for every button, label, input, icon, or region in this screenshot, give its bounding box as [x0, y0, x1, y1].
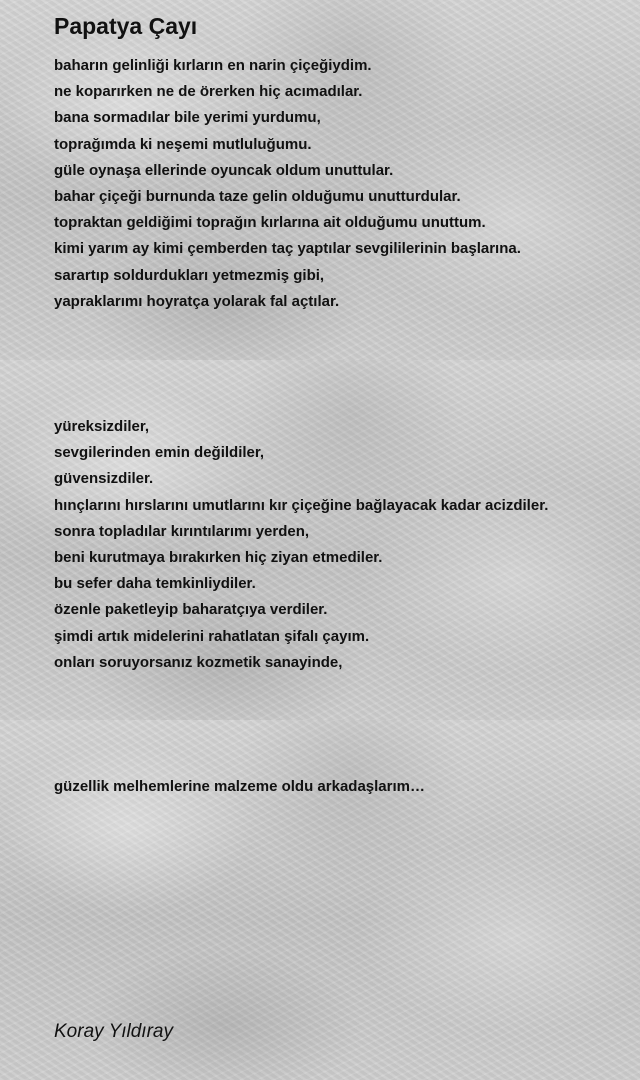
poem-line: güvensizdiler.	[54, 470, 154, 488]
poem-line: baharın gelinliği kırların en narin çiçeğiydim.	[54, 57, 372, 74]
poem-author: Koray Yıldıray	[54, 1021, 173, 1042]
poem-line: sevgilerinden emin değildiler,	[54, 444, 265, 462]
poem-line: onları soruyorsanız kozmetik sanayinde,	[54, 653, 343, 671]
stanza-3	[54, 774, 425, 800]
poem-line: şimdi artık midelerini rahatlatan şifalı çayım.	[54, 627, 370, 645]
poem-line: sarartıp soldurdukları yetmezmiş gibi,	[54, 266, 325, 284]
stanza-1	[54, 53, 521, 315]
poem-line: güzellik melhemlerine malzeme oldu arkadaşlarım…	[54, 778, 425, 795]
stanza-2	[54, 414, 548, 676]
poem-line: bu sefer daha temkinliydiler.	[54, 575, 256, 593]
poem-line: bana sormadılar bile yerimi yurdumu,	[54, 109, 321, 127]
poem-line: kimi yarım ay kimi çemberden taç yaptılar sevgililerinin başlarına.	[54, 240, 521, 258]
poem-title: Papatya Çayı	[54, 13, 198, 39]
poem-line: topraktan geldiğimi toprağın kırlarına ait olduğumu unuttum.	[54, 214, 486, 232]
poem-line: hınçlarını hırslarını umutlarını kır çiçeğine bağlayacak kadar acizdiler.	[54, 496, 549, 514]
poem-line: bahar çiçeği burnunda taze gelin olduğumu unutturdular.	[54, 188, 461, 206]
poem-line: güle oynaşa ellerinde oyuncak oldum unuttular.	[54, 161, 394, 179]
poem-line: ne koparırken ne de örerken hiç acımadılar.	[54, 83, 363, 101]
poem-line: sonra topladılar kırıntılarımı yerden,	[54, 522, 310, 540]
poem-line: yüreksizdiler,	[54, 418, 150, 435]
poem-line: toprağımda ki neşemi mutluluğumu.	[54, 135, 312, 153]
poem-line: beni kurutmaya bırakırken hiç ziyan etmediler.	[54, 549, 383, 567]
poem-line: yapraklarımı hoyratça yolarak fal açtılar.	[54, 292, 340, 310]
poem-line: özenle paketleyip baharatçıya verdiler.	[54, 601, 328, 619]
